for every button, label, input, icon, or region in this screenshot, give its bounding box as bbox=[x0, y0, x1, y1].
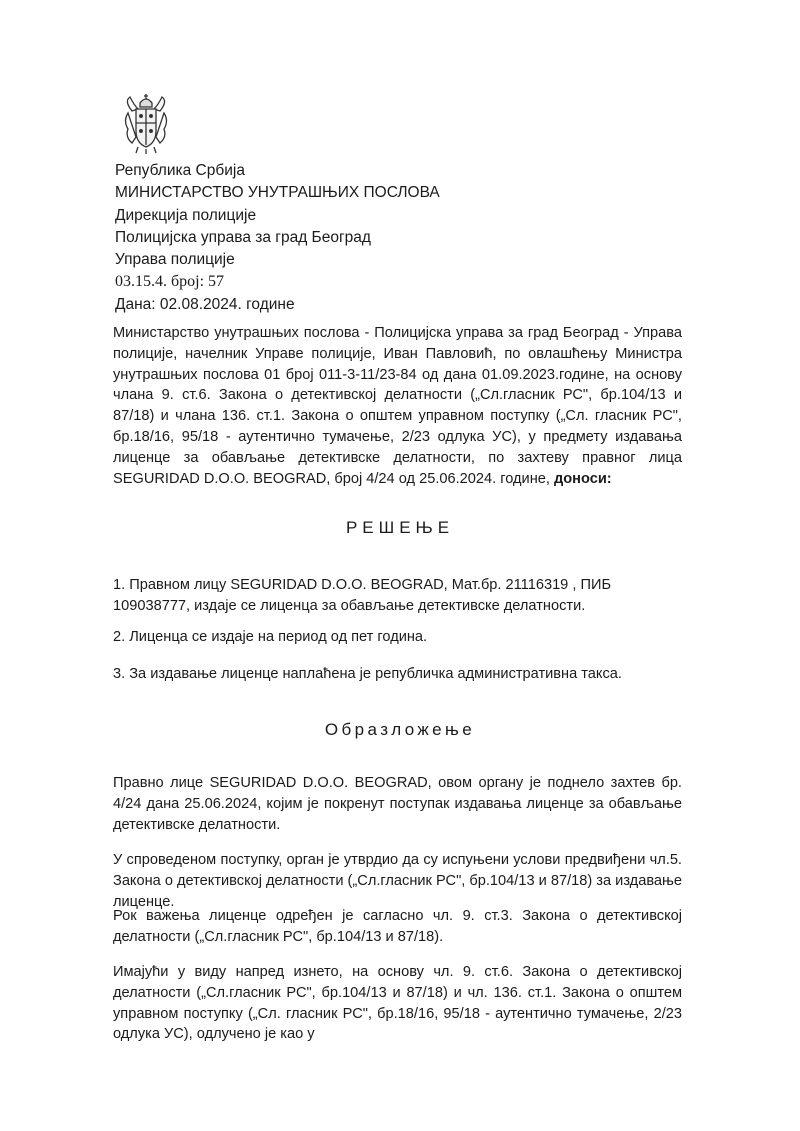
intro-verb: доноси: bbox=[554, 470, 612, 487]
intro-text: Министарство унутрашњих послова - Полицијска управа за град Београд - Управа полиције, начелник Управе полиције, Иван Павловић, по овлашћењу Министра унутрашњих послова 01 број 011-3-11/23-84 од дана 01.09.2023.године, на основу члана 9. ст.6. Закона о детективској делатности („Сл.гласник РС", бр.104/13 и 87/18) и члана 136. ст.1. Закона о општем управном поступку („Сл. гласник РС", бр.18/16, 95/18 - аутентично тумачење, 2/23 одлука УС), у предмету издавања лиценце за обављање детективске делатности, по захтеву правног лица SEGURIDAD D.O.O. BEOGRAD, број 4/24 од 25.06.2024. године, bbox=[113, 325, 682, 487]
reasoning-paragraph-2: У спроведеном поступку, орган је утврдио да су испуњени услови предвиђени чл.5. Закона о детективској делатности („Сл.гласник РС", бр.104/13 и 87/18) за издавање лиценце. bbox=[113, 852, 682, 910]
decision-item-1: 1. Правном лицу SEGURIDAD D.O.O. BEOGRAD, Мат.бр. 21116319 , ПИБ 109038777, издаје се лиценца за обављање детективске делатности. bbox=[113, 577, 612, 614]
reasoning-paragraph-3: Рок важења лиценце одређен је сагласно чл. 9. ст.3. Закона о детективској делатности („Сл.гласник РС", бр.104/13 и 87/18). bbox=[113, 908, 682, 945]
header-directorate: Дирекција полиције bbox=[115, 206, 257, 224]
header-country: Република Србија bbox=[115, 162, 245, 179]
decision-title: РЕШЕЊЕ bbox=[345, 518, 455, 537]
issuer-header bbox=[115, 160, 675, 316]
header-date: Дана: 02.08.2024. године bbox=[115, 295, 295, 313]
decision-item-3: 3. За издавање лиценце наплаћена је републичка административна такса. bbox=[113, 666, 622, 682]
reasoning-paragraph-4: Имајући у виду напред изнето, на основу чл. 9. ст.6. Закона о детективској делатности („Сл.гласник РС", бр.104/13 и 87/18) и чл. 136. ст.1. Закона о општем управном поступку („Сл. гласник РС", бр.18/16, 95/18 - аутентично тумачење, 2/23 одлука УС), одлучено је као у bbox=[113, 964, 682, 1043]
reasoning-title: Образложење bbox=[324, 720, 476, 739]
coat-of-arms-icon bbox=[122, 93, 170, 155]
header-reference-number: 03.15.4. број: 57 bbox=[115, 273, 225, 291]
reasoning-paragraph-1: Правно лице SEGURIDAD D.O.O. BEOGRAD, овом органу је поднело захтев бр. 4/24 дана 25.06.2024, којим је покренут поступак издавања лиценце за обављање детективске делатности. bbox=[113, 775, 682, 833]
header-ministry: МИНИСТАРСТВО УНУТРАШЊИХ ПОСЛОВА bbox=[115, 184, 440, 202]
decision-item-2: 2. Лиценца се издаје на период од пет година. bbox=[113, 629, 428, 645]
header-department: Управа полиције bbox=[115, 251, 235, 269]
intro-paragraph bbox=[113, 323, 682, 489]
header-police-administration: Полицијска управа за град Београд bbox=[115, 228, 371, 246]
